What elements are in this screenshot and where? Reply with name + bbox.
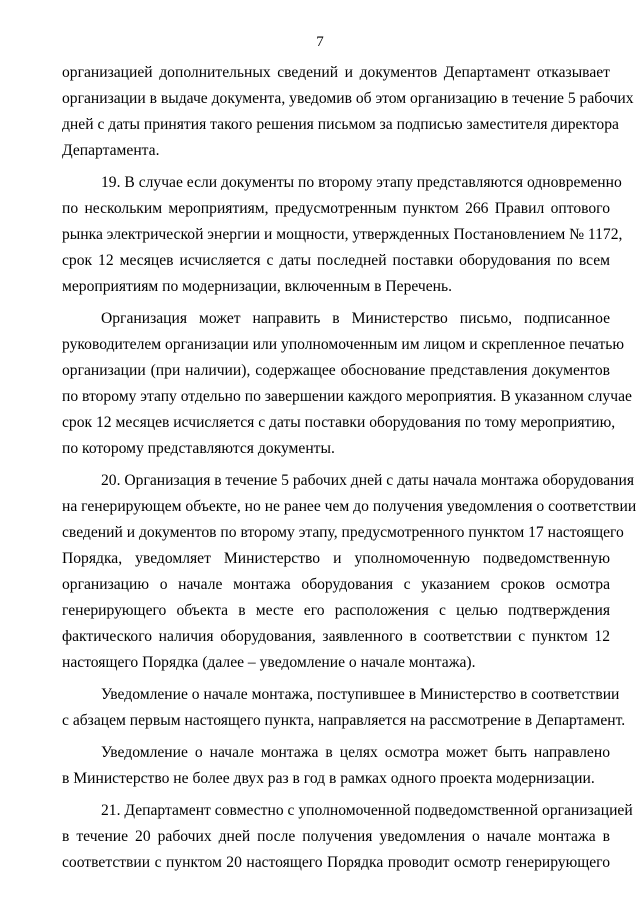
text-line: по нескольким мероприятиям, предусмотренным пунктом 266 Правил оптового — [62, 200, 610, 217]
text-line: организации (при наличии), содержащее обоснование представления документов — [62, 362, 610, 379]
text-line: организацией дополнительных сведений и документов Департамент отказывает — [62, 64, 610, 81]
text-line: 21. Департамент совместно с уполномоченной подведомственной организацией — [101, 802, 633, 819]
text-line: организации в выдаче документа, уведомив об этом организацию в течение 5 рабочих — [62, 90, 634, 107]
paragraph — [62, 468, 637, 676]
text-line: настоящего Порядка (далее – уведомление о начале монтажа). — [62, 654, 476, 671]
text-line: 19. В случае если документы по второму этапу представляются одновременно — [101, 174, 622, 191]
text-line: в течение 20 рабочих дней после получения уведомления о начале монтажа в — [62, 828, 610, 845]
text-line: организацию о начале монтажа оборудования с указанием сроков осмотра — [62, 576, 610, 593]
text-line: фактического наличия оборудования, заявленного в соответствии с пунктом 12 — [62, 628, 610, 645]
text-line: генерирующего объекта в месте его расположения с целью подтверждения — [62, 602, 610, 619]
paragraph — [62, 306, 632, 462]
text-line: срок 12 месяцев исчисляется с даты последней поставки оборудования по всем — [62, 252, 610, 269]
text-line: сведений и документов по второму этапу, предусмотренного пунктом 17 настоящего — [62, 524, 624, 541]
text-line: соответствии с пунктом 20 настоящего Порядка проводит осмотр генерирующего — [62, 854, 610, 871]
text-line: 20. Организация в течение 5 рабочих дней с даты начала монтажа оборудования — [101, 472, 634, 489]
text-line: рынка электрической энергии и мощности, утвержденных Постановлением № 1172, — [62, 226, 623, 243]
page-number: 7 — [316, 34, 324, 50]
text-line: Уведомление о начале монтажа, поступившее в Министерство в соответствии — [101, 686, 620, 703]
text-line: срок 12 месяцев исчисляется с даты поставки оборудования по тому мероприятию, — [62, 414, 616, 431]
document-body — [62, 60, 637, 876]
text-line: с абзацем первым настоящего пункта, направляется на рассмотрение в Департамент. — [62, 712, 626, 729]
text-line: в Министерство не более двух раз в год в рамках одного проекта модернизации. — [62, 770, 595, 787]
text-line: по которому представляются документы. — [62, 440, 335, 457]
paragraph — [62, 682, 626, 734]
text-line: дней с даты принятия такого решения письмом за подписью заместителя директора — [62, 116, 619, 133]
text-line: Порядка, уведомляет Министерство и уполномоченную подведомственную — [62, 550, 610, 567]
text-line: мероприятиям по модернизации, включенным в Перечень. — [62, 278, 453, 295]
text-line: по второму этапу отдельно по завершении каждого мероприятия. В указанном случае — [62, 388, 632, 405]
text-line: Департамента. — [62, 142, 160, 159]
paragraph — [62, 60, 634, 164]
text-line: на генерирующем объекте, но не ранее чем до получения уведомления о соответствии — [62, 498, 637, 515]
paragraph — [62, 798, 633, 876]
paragraph — [62, 740, 610, 792]
text-line: Уведомление о начале монтажа в целях осмотра может быть направлено — [101, 744, 610, 761]
text-line: Организация может направить в Министерство письмо, подписанное — [101, 310, 610, 327]
paragraph — [62, 170, 623, 300]
text-line: руководителем организации или уполномоченным им лицом и скрепленное печатью — [62, 336, 625, 353]
